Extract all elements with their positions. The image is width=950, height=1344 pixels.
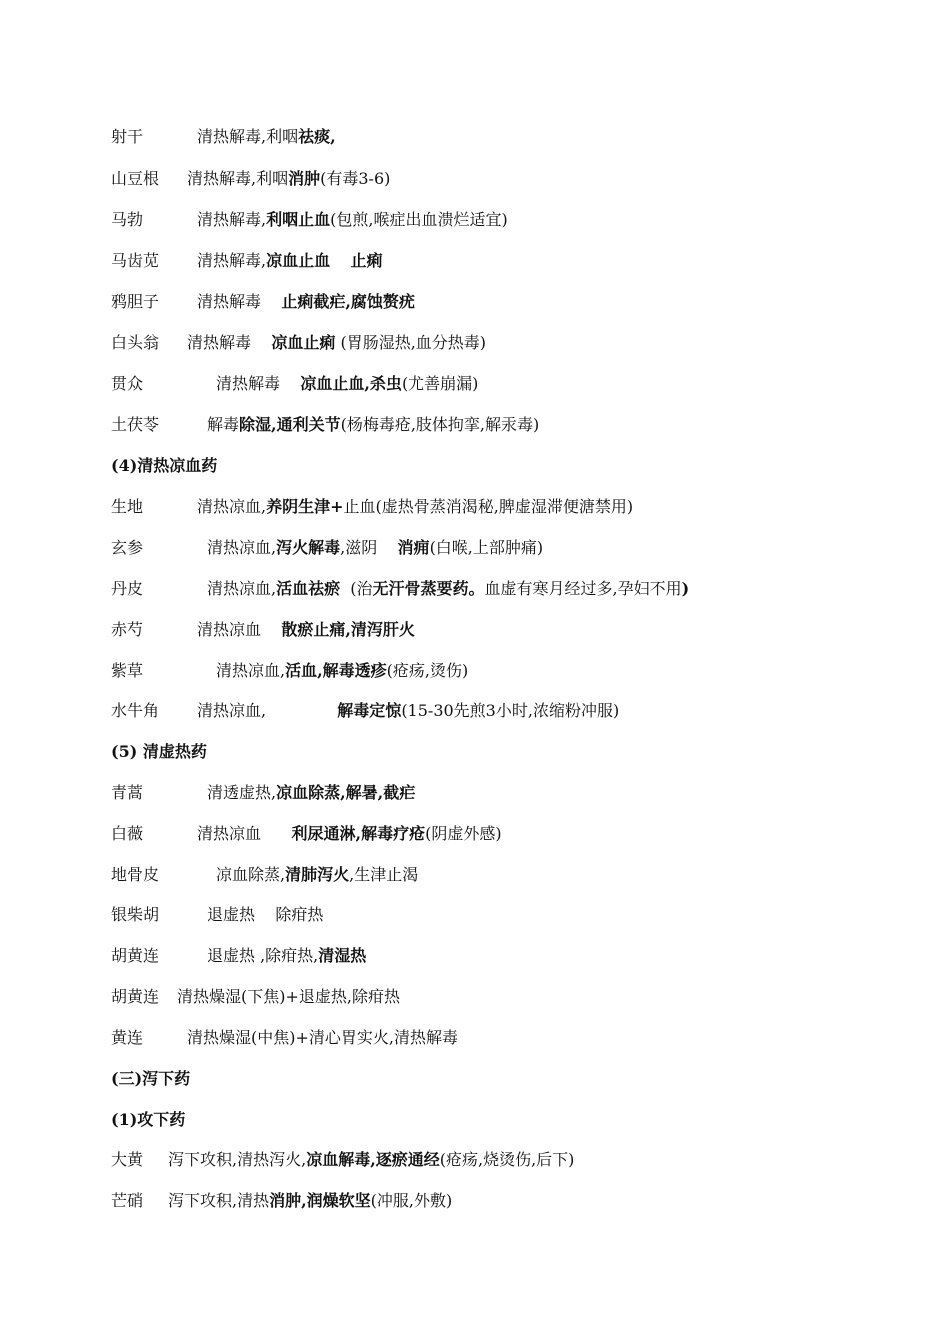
herb-key-effect: 活血祛瘀 bbox=[276, 579, 341, 598]
herb-key-effect: 活血,解毒透疹 bbox=[285, 661, 387, 680]
herb-effect: ,生津止渴 bbox=[349, 865, 419, 884]
herb-effect: 清热解毒, bbox=[197, 251, 267, 270]
herb-effect: 退虚热 ,除疳热, bbox=[207, 946, 319, 965]
herb-name: 白头翁 bbox=[111, 333, 160, 352]
herb-effect: 清热凉血, bbox=[197, 497, 267, 516]
herb-effect: (疮疡,烧烫伤,后下) bbox=[439, 1150, 575, 1169]
herb-entry bbox=[111, 780, 415, 806]
herb-name: 玄参 bbox=[111, 538, 144, 557]
herb-key-effect: 止痢 bbox=[350, 251, 383, 270]
herb-key-effect: 凉血止血 bbox=[266, 251, 331, 270]
herb-key-effect: 解毒定惊 bbox=[337, 701, 402, 720]
herb-name: 紫草 bbox=[111, 661, 144, 680]
herb-effect: 清热凉血, bbox=[216, 661, 286, 680]
herb-effect bbox=[261, 292, 281, 311]
herb-key-effect: 凉血解毒,逐瘀通经 bbox=[306, 1150, 440, 1169]
herb-effect: 清热凉血, bbox=[197, 701, 267, 720]
herb-key-effect: 消肿 bbox=[288, 169, 321, 188]
herb-entry bbox=[111, 902, 323, 928]
section-heading-text: (三)泻下药 bbox=[111, 1069, 191, 1088]
herb-effect: (有毒3-6) bbox=[320, 169, 391, 188]
herb-effect: 清热解毒 bbox=[197, 292, 262, 311]
herb-entry bbox=[111, 124, 336, 150]
herb-name: 黄连 bbox=[111, 1028, 144, 1047]
herb-key-effect: 利咽止血 bbox=[266, 210, 331, 229]
herb-effect bbox=[261, 824, 292, 843]
herb-effect: 清热燥湿(中焦)+清心胃实火,清热解毒 bbox=[187, 1028, 458, 1047]
herb-effect: 泻下攻积,清热 bbox=[168, 1191, 270, 1210]
herb-entry bbox=[111, 330, 486, 356]
herb-key-effect: 凉血止痢 bbox=[271, 333, 336, 352]
section-heading bbox=[111, 453, 217, 479]
herb-name: 丹皮 bbox=[111, 579, 144, 598]
herb-effect: 清热凉血 bbox=[197, 620, 262, 639]
herb-effect: (白喉,上部肿痛) bbox=[429, 538, 544, 557]
herb-key-effect: 泻火解毒 bbox=[276, 538, 341, 557]
section-heading bbox=[111, 1107, 185, 1133]
herb-entry bbox=[111, 862, 418, 888]
herb-effect: 清热燥湿(下焦)+退虚热,除疳热 bbox=[177, 987, 400, 1006]
herb-key-effect: 止痢截疟,腐蚀赘疣 bbox=[281, 292, 415, 311]
herb-entry bbox=[111, 166, 390, 192]
section-heading-text: (1)攻下药 bbox=[111, 1110, 186, 1129]
herb-entry bbox=[111, 1025, 458, 1051]
herb-entry bbox=[111, 821, 502, 847]
herb-effect: (疮疡,烫伤) bbox=[386, 661, 469, 680]
herb-effect: (包煎,喉症出血溃烂适宜) bbox=[330, 210, 508, 229]
herb-effect bbox=[255, 905, 275, 924]
herb-entry bbox=[111, 535, 543, 561]
herb-effect: 清热解毒 bbox=[187, 333, 252, 352]
herb-name: 芒硝 bbox=[111, 1191, 144, 1210]
herb-effect: (冲服,外敷) bbox=[370, 1191, 453, 1210]
herb-entry bbox=[111, 494, 633, 520]
herb-effect: 清透虚热, bbox=[207, 783, 277, 802]
herb-name: 水牛角 bbox=[111, 701, 160, 720]
section-heading bbox=[111, 1066, 190, 1092]
herb-entry bbox=[111, 248, 382, 274]
herb-effect: ,滋阴 bbox=[340, 538, 378, 557]
herb-effect: (胃肠湿热,血分热毒) bbox=[335, 333, 487, 352]
herb-key-effect: 祛痰, bbox=[298, 127, 336, 146]
herb-entry bbox=[111, 943, 366, 969]
herb-effect: 血虚有寒月经过多,孕妇不用 bbox=[484, 579, 682, 598]
herb-entry bbox=[111, 576, 689, 602]
herb-name: 白薇 bbox=[111, 824, 144, 843]
herb-effect: (治 bbox=[340, 579, 373, 598]
herb-effect: 解毒 bbox=[207, 415, 240, 434]
herb-effect: (杨梅毒疮,肢体拘挛,解汞毒) bbox=[340, 415, 540, 434]
herb-effect: (15-30先煎3小时,浓缩粉冲服) bbox=[401, 701, 620, 720]
herb-name: 赤芍 bbox=[111, 620, 144, 639]
herb-key-effect: 消痈 bbox=[397, 538, 430, 557]
herb-name: 射干 bbox=[111, 127, 144, 146]
herb-entry bbox=[111, 698, 619, 724]
herb-name: 马勃 bbox=[111, 210, 144, 229]
herb-name: 胡黄连 bbox=[111, 987, 160, 1006]
herb-effect bbox=[266, 701, 337, 720]
herb-entry bbox=[111, 658, 468, 684]
herb-effect: 清热解毒, bbox=[197, 210, 267, 229]
herb-key-effect: ) bbox=[681, 579, 690, 598]
herb-name: 胡黄连 bbox=[111, 946, 160, 965]
herb-entry bbox=[111, 1188, 452, 1214]
herb-name: 山豆根 bbox=[111, 169, 160, 188]
herb-name: 马齿苋 bbox=[111, 251, 160, 270]
herb-name: 鸦胆子 bbox=[111, 292, 160, 311]
herb-effect: 止血(虚热骨蒸消渴秘,脾虚湿滞便溏禁用) bbox=[343, 497, 634, 516]
herb-entry bbox=[111, 207, 508, 233]
herb-key-effect: 养阴生津+ bbox=[266, 497, 344, 516]
herb-entry bbox=[111, 371, 478, 397]
herb-key-effect: 除湿,通利关节 bbox=[239, 415, 341, 434]
herb-entry bbox=[111, 412, 539, 438]
herb-key-effect: 消肿,润燥软坚 bbox=[269, 1191, 371, 1210]
herb-name: 青蒿 bbox=[111, 783, 144, 802]
herb-name: 贯众 bbox=[111, 374, 144, 393]
herb-effect bbox=[377, 538, 397, 557]
herb-effect: (阴虚外感) bbox=[425, 824, 502, 843]
herb-effect: 泻下攻积,清热泻火, bbox=[168, 1150, 307, 1169]
herb-entry bbox=[111, 984, 400, 1010]
section-heading-text: (4)清热凉血药 bbox=[111, 456, 218, 475]
herb-key-effect: 清湿热 bbox=[318, 946, 367, 965]
herb-key-effect: 散瘀止痛,清泻肝火 bbox=[281, 620, 415, 639]
herb-effect: 清热凉血, bbox=[207, 538, 277, 557]
herb-key-effect: 无汗骨蒸要药。 bbox=[372, 579, 485, 598]
herb-name: 生地 bbox=[111, 497, 144, 516]
herb-effect: (尤善崩漏) bbox=[401, 374, 479, 393]
herb-name: 大黄 bbox=[111, 1150, 144, 1169]
herb-effect: 清热解毒 bbox=[216, 374, 281, 393]
herb-key-effect: 凉血止血,杀虫 bbox=[300, 374, 402, 393]
herb-effect: 除疳热 bbox=[275, 905, 324, 924]
herb-effect bbox=[251, 333, 271, 352]
herb-effect bbox=[261, 620, 281, 639]
herb-name: 地骨皮 bbox=[111, 865, 160, 884]
herb-name: 银柴胡 bbox=[111, 905, 160, 924]
herb-entry bbox=[111, 1147, 574, 1173]
herb-key-effect: 清肺泻火 bbox=[285, 865, 350, 884]
herb-effect: 清热凉血, bbox=[207, 579, 277, 598]
herb-effect: 清热凉血 bbox=[197, 824, 262, 843]
herb-key-effect: 利尿通淋,解毒疗疮 bbox=[291, 824, 426, 843]
herb-entry bbox=[111, 617, 415, 643]
herb-name: 土茯苓 bbox=[111, 415, 160, 434]
section-heading-text: (5) 清虚热药 bbox=[111, 742, 207, 761]
herb-entry bbox=[111, 289, 415, 315]
herb-effect: 凉血除蒸, bbox=[216, 865, 286, 884]
section-heading bbox=[111, 739, 207, 765]
herb-effect: 清热解毒,利咽 bbox=[197, 127, 299, 146]
herb-effect: 清热解毒,利咽 bbox=[187, 169, 289, 188]
herb-key-effect: 凉血除蒸,解暑,截疟 bbox=[276, 783, 416, 802]
herb-effect bbox=[280, 374, 300, 393]
herb-effect: 退虚热 bbox=[207, 905, 256, 924]
herb-effect bbox=[330, 251, 350, 270]
